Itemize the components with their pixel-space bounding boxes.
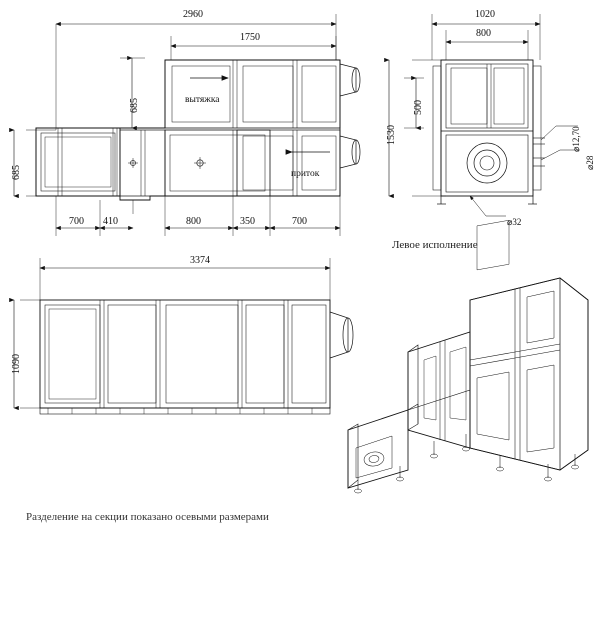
left-variant-caption: Левое исполнение (392, 239, 478, 251)
dim-top-inner-length: 1750 (240, 32, 260, 43)
drawing-note: Разделение на секции показано осевыми размерами (26, 511, 269, 523)
isometric-view (348, 217, 588, 493)
side-section-view (386, 14, 580, 216)
dim-top-seg-4: 350 (240, 216, 255, 227)
dim-side-overall-width: 1020 (475, 9, 495, 20)
dim-top-seg-2: 410 (103, 216, 118, 227)
dim-top-overall-length: 2960 (183, 9, 203, 20)
dim-pipe-1: ⌀12,70 (571, 126, 581, 152)
front-elevation-view (11, 255, 353, 414)
dim-front-overall-height: 1090 (11, 354, 22, 374)
top-plan-view (11, 14, 360, 236)
dim-top-seg-3: 800 (186, 216, 201, 227)
dim-side-module-height: 500 (413, 100, 424, 115)
flow-label-supply: приток (291, 169, 320, 179)
dim-side-overall-height: 1530 (386, 125, 397, 145)
flow-label-exhaust: вытяжка (185, 95, 220, 105)
dim-pipe-2: ⌀28 (585, 155, 595, 170)
dim-top-seg-1: 700 (69, 216, 84, 227)
dim-top-height-left: 685 (11, 165, 22, 180)
dim-front-overall-length: 3374 (190, 255, 210, 266)
dim-top-height-inner: 685 (129, 98, 140, 113)
dim-side-body-width: 800 (476, 28, 491, 39)
dim-pipe-3: ⌀32 (507, 217, 522, 227)
dim-top-seg-5: 700 (292, 216, 307, 227)
